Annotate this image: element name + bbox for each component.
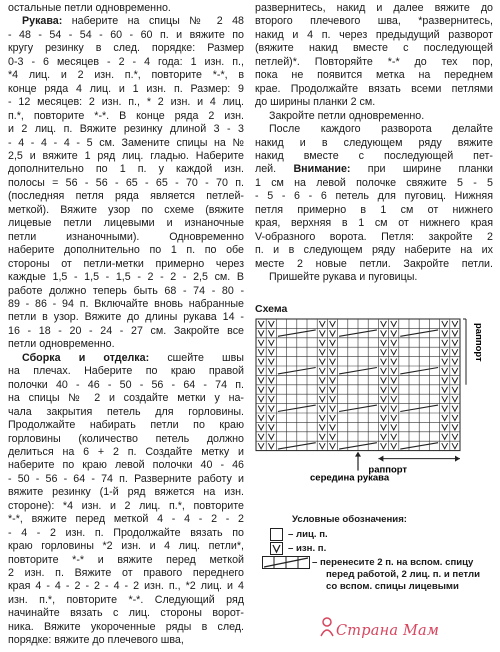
- text-line: конце ряда 4 лиц. и 1 изн. п. Размер: 9: [8, 82, 244, 95]
- text-line: крае. Продолжайте вязать всеми петлями: [255, 82, 493, 95]
- legend-knit-text: – лиц. п.: [288, 529, 328, 540]
- text-line: и 2 лиц. п. Вяжите резинку длиной 3 - 3: [8, 123, 244, 136]
- text-line: чала закрытия петель для горловины.: [8, 405, 244, 418]
- text-line: второго плечевого шва, *развернитесь,: [255, 15, 493, 28]
- text-line: *4 лиц. и 2 изн. п.*, повторите *-*, в: [8, 69, 244, 82]
- text-line: петлей)*. Повторяйте *-* до тех пор,: [255, 55, 493, 68]
- text-line: кругу резинку в след. порядке: Размер: [8, 42, 244, 55]
- text-line: повторите *-* и вяжите перед меткой: [8, 553, 244, 566]
- text-line: После каждого разворота делайте: [269, 123, 493, 136]
- legend-cable-text-2: перед работой, 2 лиц. п. и петли: [326, 569, 480, 580]
- text-line: остальные петли одновременно.: [8, 2, 171, 14]
- rapport-bottom-label: раппорт: [368, 464, 408, 476]
- text-line: 2 изн. п. Вяжите от правого переднего: [8, 567, 244, 580]
- legend: [262, 512, 494, 592]
- text-line: 89 - 86 - 94 п. Включайте вновь набранные: [8, 297, 244, 310]
- text-line: петли одновременно.: [8, 338, 115, 351]
- text-line: накид вместе с последующей пет-: [255, 149, 493, 162]
- text-line: п.*, повторите *-*. В конце ряда 2 изн.: [8, 109, 244, 122]
- scheme-chart: [255, 317, 495, 483]
- text-line: на спицы № 2 и создайте метки у на-: [8, 392, 244, 405]
- text-line: на плечах. Наберите по краю правой: [8, 365, 244, 378]
- text-line: края 4 - 4 - 2 - 2 - 4 - 2 изн. п., *2 лиц. и 4: [8, 580, 244, 593]
- text-line: 0-3 - 6 месяцев - 2 - 4 года: 1 изн. п.,: [8, 55, 244, 68]
- right-text-column: [255, 2, 493, 285]
- text-line: порядке: вяжите до плечевого шва,: [8, 634, 184, 647]
- text-line: развернитесь, накид и далее вяжите до: [255, 2, 493, 14]
- text-line: петля примерно в 1 см от нижнего: [255, 203, 493, 216]
- middle-label: середина рукава: [310, 472, 390, 483]
- text-line: - 12 месяцев: 2 изн. п., * 2 изн. и 4 лиц.: [8, 96, 244, 109]
- text-line: горловины (количество петель должно: [8, 432, 244, 445]
- text-line: Пришейте рукава и пуговицы.: [269, 271, 418, 284]
- text-line: 1 см на левой полочке свяжите 5 - 5: [255, 176, 493, 189]
- text-line: Сборка и отделка: сшейте швы: [22, 351, 244, 364]
- text-line: Продолжайте набирать петли по краю: [8, 419, 244, 432]
- legend-purl-text: – изн. п.: [288, 543, 327, 554]
- text-line: 2,5 и вяжите 1 ряд лиц. гладью. Наберите: [8, 149, 244, 162]
- text-line: начинайте вязать с лиц. стороны ворот-: [8, 607, 244, 620]
- strana-mam-logo-icon: [318, 616, 336, 638]
- text-line: петли в узор. Вяжите до длины рукава 14 -: [8, 311, 244, 324]
- legend-purl-cell: [270, 542, 283, 555]
- text-line: 16 - 18 - 20 - 24 - 27 см. Закройте все: [8, 324, 244, 337]
- legend-cable-text-1: – перенесите 2 п. на вспом. спицу: [312, 557, 474, 568]
- text-line: - 48 - 54 - 54 - 60 - 60 п. и вяжите по: [8, 28, 244, 41]
- rapport-arrowhead-left: [378, 456, 383, 462]
- text-line: наберите по краю левой полочки 40 - 46: [8, 459, 244, 472]
- text-line: - 50 - 56 - 64 - 74 п. Разверните работу и: [8, 472, 244, 485]
- text-line: Закройте петли одновременно.: [269, 109, 425, 122]
- text-line: до ширины планки 2 см.: [255, 96, 376, 109]
- text-line: - 5 - 6 - 6 петель для пуговиц. Нижняя: [255, 190, 493, 203]
- text-line: накид и 4 п. через предыдущий разворот: [255, 28, 493, 41]
- text-line: Рукава: наберите на спицы № 2 48: [22, 15, 244, 28]
- rapport-arrowhead-right: [455, 456, 460, 462]
- legend-cable-text-3: со вспом. спицы лицевыми: [326, 581, 459, 592]
- text-line: стороны от петли-метки примерно через: [8, 257, 244, 270]
- text-line: краю горловины *2 изн. и 4 лиц. петли*,: [8, 540, 244, 553]
- middle-marker-arrow: [355, 452, 361, 457]
- text-line: края, верхняя в 1 см от нижнего края: [255, 217, 493, 230]
- text-line: меткой). Вяжите узор по схеме (вяжите: [8, 203, 244, 216]
- text-line: лицевые петли лицевыми и изнаночные: [8, 217, 244, 230]
- text-line: изн. п.*, повторите *-*. Следующий ряд: [8, 593, 244, 606]
- text-line: каждые 1,5 - 1,5 - 1,5 - 2 - 2 - 2,5 см. В: [8, 271, 244, 284]
- text-line: накид и в следующем ряду вяжите: [255, 136, 493, 149]
- purl-v-icon: [271, 543, 282, 554]
- text-line: п. и в следующем ряду наберите на их: [255, 244, 493, 257]
- text-line: V-образного ворота. Петля: закройте 2: [255, 230, 493, 243]
- text-line: месте 2 новые петли. Закройте петли.: [255, 257, 493, 270]
- text-line: (последняя петля ряда является петлей-: [8, 190, 244, 203]
- text-line: пока не появится метка на переднем: [255, 69, 493, 82]
- text-line: работе должно теперь быть 68 - 74 - 80 -: [8, 284, 244, 297]
- text-line: ника. Вяжите укороченные ряды в след.: [8, 620, 244, 633]
- text-line: лей. Внимание: при ширине планки: [255, 163, 493, 176]
- text-line: петли изнаночными). Одновременно: [8, 230, 244, 243]
- scheme-title: Схема: [255, 303, 288, 315]
- legend-title: Условные обозначения:: [292, 514, 407, 525]
- text-line: - 4 - 2 изн. п. Продолжайте вязать по: [8, 526, 244, 539]
- rapport-side-label: раппорт: [473, 323, 484, 362]
- text-line: дополнительно по 1 п. у каждой изн.: [8, 163, 244, 176]
- text-line: вяжите резинку (1-й ряд вяжется на изн.: [8, 486, 244, 499]
- text-line: - 4 - 4 - 4 - 5 см. Замените спицы на №: [8, 136, 244, 149]
- text-line: наберите дополнительно по 1 п. по обе: [8, 244, 244, 257]
- legend-knit-cell: [270, 528, 283, 541]
- cable-cross-icon: [262, 556, 310, 569]
- text-line: делиться на 6 + 2 п. Создайте метку и: [8, 445, 244, 458]
- text-line: полочки 40 - 46 - 50 - 56 - 64 - 74 п.: [8, 378, 244, 391]
- text-line: полосы = 56 - 56 - 65 - 65 - 70 - 70 п.: [8, 176, 244, 189]
- knitting-scheme: [255, 303, 495, 483]
- watermark-text: Страна Мам: [336, 623, 440, 639]
- text-line: *-*, вяжите перед меткой 4 - 4 - 2 - 2: [8, 513, 244, 526]
- left-text-column: [8, 2, 244, 648]
- text-line: стороне): *4 изн. и 2 лиц. п.*, повторите: [8, 499, 244, 512]
- text-line: (вяжите накид вместе с последующей: [255, 42, 493, 55]
